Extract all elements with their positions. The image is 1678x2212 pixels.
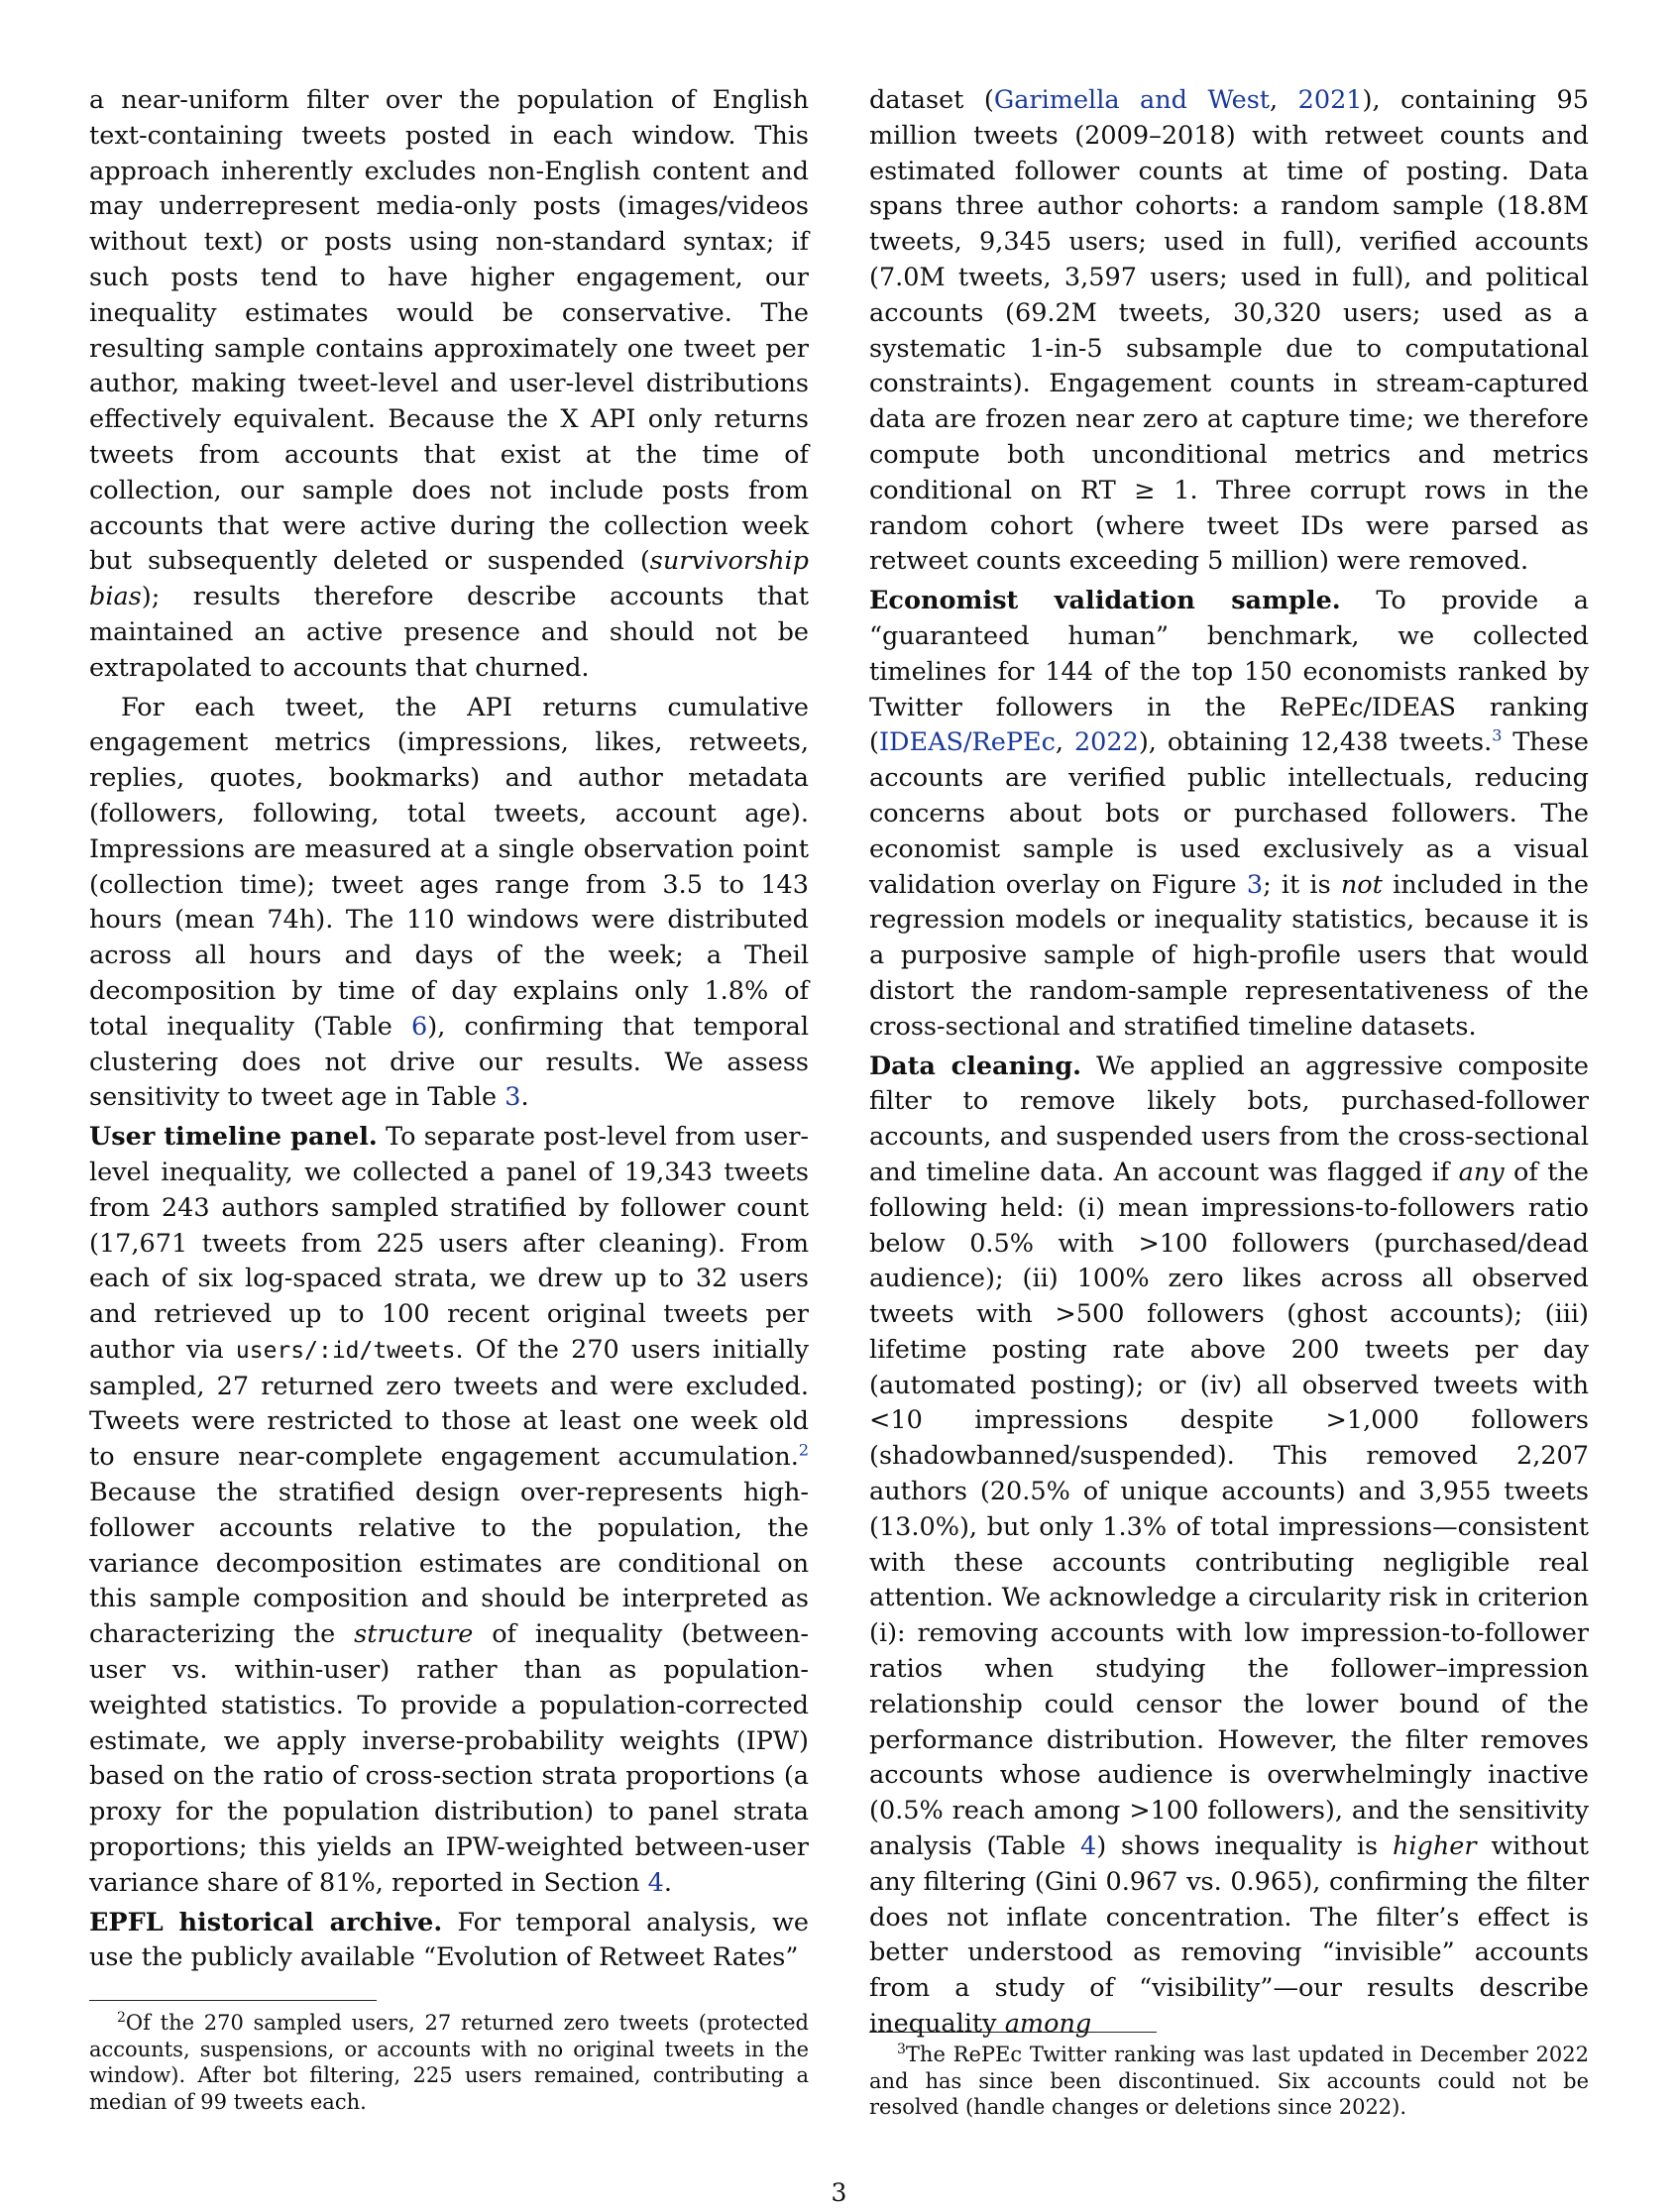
emphasis-survivorship-bias: survivorship bias (89, 546, 809, 612)
emphasis-among: among (1004, 2009, 1092, 2040)
table-ref-4[interactable]: 4 (1080, 1831, 1097, 1862)
paragraph-data-cleaning: Data cleaning. We applied an aggressive composite filter to remove likely bots, purchased-follower accounts, and suspended users from the cross-sectional and timeline data. An account was flagged if any of the following held: (i) mean impressions-to-followers ratio below 0.5% with >100 followers (purchased/dead audience); (ii) 100% zero likes across all observed tweets with >500 followers (ghost accounts); (iii) lifetime posting rate above 200 tweets per day (automated posting); or (iv) all observed tweets with <10 impressions despite >1,000 followers (shadowbanned/suspended). This removed 2,207 authors (20.5% of unique accounts) and 3,955 tweets (13.0%), but only 1.3% of total impressions—consistent with these accounts contributing negligible real attention. We acknowledge a circularity risk in criterion (i): removing accounts with low impression-to-follower ratios when studying the follower–impression relationship could censor the lower bound of the performance distribution. However, the filter removes accounts whose audience is overwhelmingly inactive (0.5% reach among >100 followers), and the sensitivity analysis (Table 4) shows inequality is higher without any filtering (Gini 0.967 vs. 0.965), confirming the filter does not inflate concentration. The filter’s effect is better understood as removing “invisible” accounts from a study of “visibility”—our results describe inequality among (869, 1051, 1589, 2040)
api-endpoint: users/:id/tweets (235, 1337, 456, 1364)
footnote-ref-2[interactable]: 2 (798, 1440, 809, 1460)
citation-year-2022[interactable]: 2022 (1073, 727, 1139, 758)
emphasis-not: not (1340, 869, 1383, 900)
paragraph-economist-validation: Economist validation sample. To provide a “guaranteed human” benchmark, we collected timelines for 144 of the top 150 economists ranked by Twitter followers in the RePEc/IDEAS ranking (IDEAS/RePEc, 2022), obtaining 12,438 tweets.$^3$ These accounts are verified public intellectuals, reducing concerns about bots or purchased followers. The economist sample is used exclusively as a visual validation overlay on Figure 3; it is not included in the regression models or inequality statistics, because it is a purposive sample of high-profile users that would distort the random-sample representativeness of the cross-sectional and stratified timeline datasets. (869, 586, 1589, 1042)
left-column (89, 83, 809, 1976)
citation-garimella-west[interactable]: Garimella and West (993, 85, 1271, 115)
heading-epfl-archive: EPFL historical archive. (89, 1907, 443, 1937)
citation-year-2021[interactable]: 2021 (1297, 85, 1363, 115)
table-ref-6[interactable]: 6 (411, 1011, 428, 1042)
table-ref-3[interactable]: 3 (504, 1082, 521, 1113)
paragraph-epfl-archive: EPFL historical archive. For temporal analysis, we use the publicly available “Evolution of Retweet Rates” (89, 1907, 810, 1973)
paragraph-user-timeline-panel: User timeline panel. To separate post-level from user-level inequality, we collected a panel of 19,343 tweets from 243 authors sampled stratified by follower count (17,671 tweets from 225 users after cleaning). From each of six log-spaced strata, we drew up to 32 users and retrieved up to 100 recent original tweets per author via users/:id/tweets. Of the 270 users initially sampled, 27 returned zero tweets and were excluded. Tweets were restricted to those at least one week old to ensure near-complete engagement accumulation.$^2$ Because the stratified design over-represents high-follower accounts relative to the population, the variance decomposition estimates are conditional on this sample composition and should be interpreted as characterizing the structure of inequality (between-user vs. within-user) rather than as population-weighted statistics. To provide a population-corrected estimate, we apply inverse-probability weights (IPW) based on the ratio of cross-section strata proportions (a proxy for the population distribution) to panel strata proportions; this yields an IPW-weighted between-user variance share of 81%, reported in Section 4. (89, 1122, 810, 1898)
paragraph-engagement-metrics: For each tweet, the API returns cumulative engagement metrics (impressions, likes, retweets, replies, quotes, bookmarks) and author metadata (followers, following, total tweets, account age). Impressions are measured at a single observation point (collection time); tweet ages range from 3.5 to 143 hours (mean 74h). The 110 windows were distributed across all hours and days of the week; a Theil decomposition by time of day explains only 1.8% of total inequality (Table 6), confirming that temporal clustering does not drive our results. We assess sensitivity to tweet age in Table 3. (89, 692, 810, 1113)
footnote-3: $^3$The RePEc Twitter ranking was last updated in December 2022 and has since been discontinued. Six accounts could not be resolved (handle changes or deletions since 2022). (869, 2042, 1589, 2119)
section-ref-4[interactable]: 4 (647, 1867, 664, 1898)
footnote-2: $^2$Of the 270 sampled users, 27 returned zero tweets (protected accounts, suspensions, or accounts with no original tweets in the window). After bot filtering, 225 users remained, contributing a median of 99 tweets each. (89, 2010, 809, 2114)
paragraph-sampling-filter: a near-uniform filter over the population of English text-containing tweets posted in each window. This approach inherently excludes non-English content and may underrepresent media-only posts (images/videos without text) or posts using non-standard syntax; if such posts tend to have higher engagement, our inequality estimates would be conservative. The resulting sample contains approximately one tweet per author, making tweet-level and user-level distributions effectively equivalent. Because the X API only returns tweets from accounts that exist at the time of collection, our sample does not include posts from accounts that were active during the collection week but subsequently deleted or suspended (survivorship bias); results therefore describe accounts that maintained an active presence and should not be extrapolated to accounts that churned. (89, 85, 809, 683)
right-column (869, 83, 1589, 2043)
heading-data-cleaning: Data cleaning. (869, 1051, 1082, 1081)
footnote-divider-right (869, 2032, 1157, 2033)
footnote-mark-2: 2 (117, 2010, 126, 2026)
figure-ref-3[interactable]: 3 (1246, 869, 1264, 900)
heading-user-timeline-panel: User timeline panel. (89, 1122, 378, 1153)
emphasis-higher: higher (1392, 1831, 1477, 1862)
emphasis-any: any (1458, 1157, 1505, 1187)
emphasis-structure: structure (354, 1619, 474, 1650)
footnote-ref-3[interactable]: 3 (1492, 725, 1503, 745)
paragraph-epfl-dataset: dataset (Garimella and West, 2021), containing 95 million tweets (2009–2018) with retweet counts and estimated follower counts at time of posting. Data spans three author cohorts: a random sample (18.8M tweets, 9,345 users; used in full), verified accounts (7.0M tweets, 3,597 users; used in full), and political accounts (69.2M tweets, 30,320 users; used as a systematic 1-in-5 subsample due to computational constraints). Engagement counts in stream-captured data are frozen near zero at capture time; we therefore compute both unconditional metrics and metrics conditional on RT ≥ 1. Three corrupt rows in the random cohort (where tweet IDs were parsed as retweet counts exceeding 5 million) were removed. (869, 85, 1589, 577)
footnote-mark-3: 3 (897, 2042, 906, 2057)
footnote-divider-left (89, 2000, 377, 2001)
heading-economist-validation: Economist validation sample. (869, 586, 1341, 616)
page-number: 3 (831, 2178, 847, 2207)
citation-ideas-repec[interactable]: IDEAS/RePEc (878, 727, 1056, 758)
